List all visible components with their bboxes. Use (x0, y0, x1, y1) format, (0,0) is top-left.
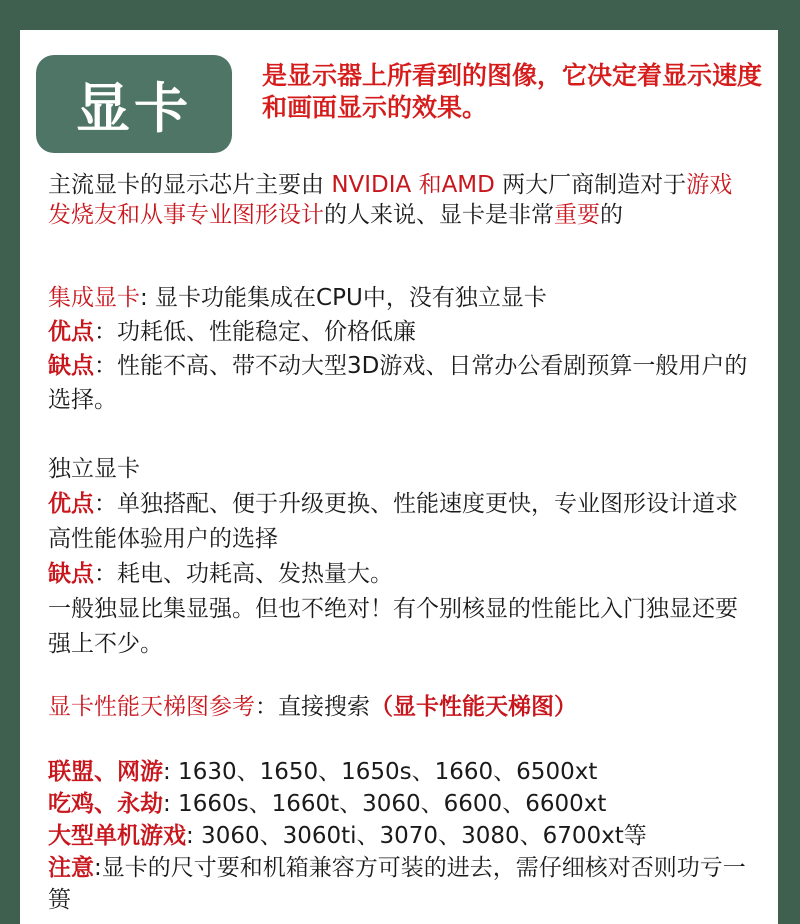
dedicated-pros-label: 优点 (48, 491, 94, 517)
rec-pubg-cards: : 1660s、1660t、3060、6600、6600xt (163, 791, 607, 817)
rec-pubg (48, 788, 748, 820)
integrated-line (48, 281, 748, 315)
intro-text-4: 的 (600, 202, 623, 228)
reference-label: 显卡性能天梯图参考 (48, 694, 255, 720)
integrated-cons (48, 349, 748, 417)
recommendations-section (48, 756, 748, 916)
integrated-label: 集成显卡 (48, 285, 140, 311)
content-card (20, 30, 778, 924)
rec-online-cards: : 1630、1650、1650s、1660、6500xt (163, 759, 598, 785)
integrated-pros (48, 315, 748, 349)
intro-text-2: 两大厂商制造对于 (494, 172, 687, 198)
dedicated-pros (48, 487, 748, 557)
dedicated-pros-text: ：单独搭配、便于升级更换、性能速度更快，专业图形设计道求高性能体验用户的选择 (48, 491, 738, 552)
intro-brands: NVIDIA 和AMD (331, 172, 495, 198)
integrated-desc: : 显卡功能集成在CPU中，没有独立显卡 (140, 285, 547, 311)
dedicated-cons (48, 557, 748, 592)
intro-paragraph (48, 170, 748, 230)
headline: 是显示器上所看到的图像，它决定着显示速度和画面显示的效果。 (262, 61, 763, 122)
rec-note-text: :显卡的尺寸要和机箱兼容方可装的进去，需仔细核对否则功亏一篑 (48, 855, 746, 913)
integrated-cons-label: 缺点 (48, 353, 94, 379)
integrated-cons-text: ：性能不高、带不动大型3D游戏、日常办公看剧预算一般用户的选择。 (48, 353, 748, 413)
reference-line (48, 692, 748, 722)
integrated-pros-text: ：功耗低、性能稳定、价格低廉 (94, 319, 416, 345)
rec-online (48, 756, 748, 788)
rec-aaa (48, 820, 748, 852)
dedicated-cons-text: ：耗电、功耗高、发热量大。 (94, 561, 393, 587)
rec-note-label: 注意 (48, 855, 94, 881)
intro-text-1: 主流显卡的显示芯片主要由 (48, 172, 332, 198)
rec-note (48, 852, 748, 916)
reference-keyword: （显卡性能天梯图） (370, 694, 577, 720)
integrated-pros-label: 优点 (48, 319, 94, 345)
integrated-section (48, 281, 748, 417)
intro-important: 重要 (554, 202, 600, 228)
dedicated-cons-label: 缺点 (48, 561, 94, 587)
intro-users: 游戏发烧友和从事专业图形设计 (48, 172, 733, 228)
rec-online-label: 联盟、网游 (48, 759, 163, 785)
title-badge: 显卡 (36, 55, 232, 153)
dedicated-note: 一般独显比集显强。但也不绝对！有个别核显的性能比入门独显还要强上不少。 (48, 596, 738, 657)
intro-text-3: 的人来说、显卡是非常 (324, 202, 554, 228)
rec-pubg-label: 吃鸡、永劫 (48, 791, 163, 817)
dedicated-section (48, 452, 748, 662)
rec-aaa-label: 大型单机游戏 (48, 823, 186, 849)
rec-aaa-cards: : 3060、3060ti、3070、3080、6700xt等 (186, 823, 647, 849)
reference-text: ：直接搜索 (255, 694, 370, 720)
dedicated-label: 独立显卡 (48, 456, 140, 482)
